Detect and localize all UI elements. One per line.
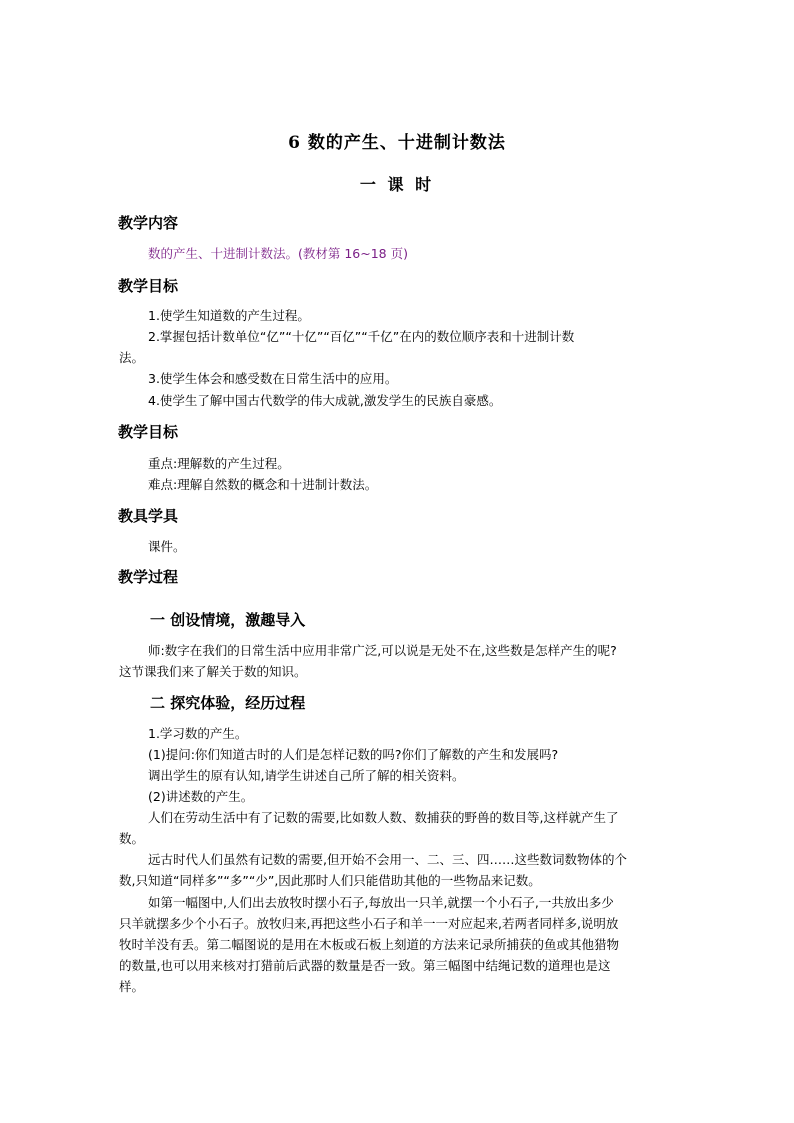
part2-line-4: (2)讲述数的产生。: [148, 789, 254, 804]
section-heading-goals: 教学目标: [118, 277, 179, 295]
part2-line-7: 远古时代人们虽然有记数的需要,但开始不会用一、二、三、四……这些数词数物体的个: [148, 852, 627, 867]
part2-line-1: 1.学习数的产生。: [148, 726, 248, 741]
section-heading-keypoints: 教学目标: [118, 423, 179, 441]
tools-text: 课件。: [148, 539, 186, 554]
part2-line-2: (1)提问:你们知道古时的人们是怎样记数的吗?你们了解数的产生和发展吗?: [148, 747, 559, 762]
goal-item-3: 3.使学生体会和感受数在日常生活中的应用。: [148, 371, 398, 386]
part2-line-6: 数。: [119, 831, 145, 846]
section-heading-tools: 教具学具: [118, 507, 179, 525]
part2-line-13: 样。: [119, 979, 145, 994]
process-part2-heading: 二 探究体验，经历过程: [150, 694, 306, 712]
goal-item-2-cont: 法。: [119, 350, 145, 365]
goal-item-4: 4.使学生了解中国古代数学的伟大成就,激发学生的民族自豪感。: [148, 393, 502, 408]
section-heading-process: 教学过程: [118, 568, 179, 586]
part2-line-10: 只羊就摆多少个小石子。放牧归来,再把这些小石子和羊一一对应起来,若两者同样多,说明放: [119, 916, 619, 931]
process-part1-heading: 一 创设情境，激趣导入: [150, 611, 306, 629]
part1-line-1: 师:数字在我们的日常生活中应用非常广泛,可以说是无处不在,这些数是怎样产生的呢?: [148, 643, 617, 658]
page-subtitle: 一 课 时: [359, 175, 435, 194]
part2-line-9: 如第一幅图中,人们出去放牧时摆小石子,每放出一只羊,就摆一个小石子,一共放出多少: [148, 895, 614, 910]
page-title: 6 数的产生、十进制计数法: [288, 133, 506, 153]
keypoint-item-1: 重点:理解数的产生过程。: [148, 456, 290, 471]
goal-item-1: 1.使学生知道数的产生过程。: [148, 308, 310, 323]
section-heading-content: 教学内容: [118, 214, 179, 232]
part2-line-12: 的数量,也可以用来核对打猎前后武器的数量是否一致。第三幅图中结绳记数的道理也是这: [119, 958, 611, 973]
keypoint-item-2: 难点:理解自然数的概念和十进制计数法。: [148, 477, 378, 492]
part2-line-5: 人们在劳动生活中有了记数的需要,比如数人数、数捕获的野兽的数目等,这样就产生了: [148, 810, 619, 825]
part2-line-11: 牧时羊没有丢。第二幅图说的是用在木板或石板上刻道的方法来记录所捕获的鱼或其他猎物: [119, 937, 620, 952]
content-text: 数的产生、十进制计数法。(教材第 16~18 页): [148, 246, 408, 261]
part2-line-3: 调出学生的原有认知,请学生讲述自己所了解的相关资料。: [148, 768, 465, 783]
part1-line-2: 这节课我们来了解关于数的知识。: [119, 664, 307, 679]
part2-line-8: 数,只知道“同样多”“多”“少”,因此那时人们只能借助其他的一些物品来记数。: [119, 873, 541, 888]
goal-item-2: 2.掌握包括计数单位“亿”“十亿”“百亿”“千亿”在内的数位顺序表和十进制计数: [148, 329, 575, 344]
